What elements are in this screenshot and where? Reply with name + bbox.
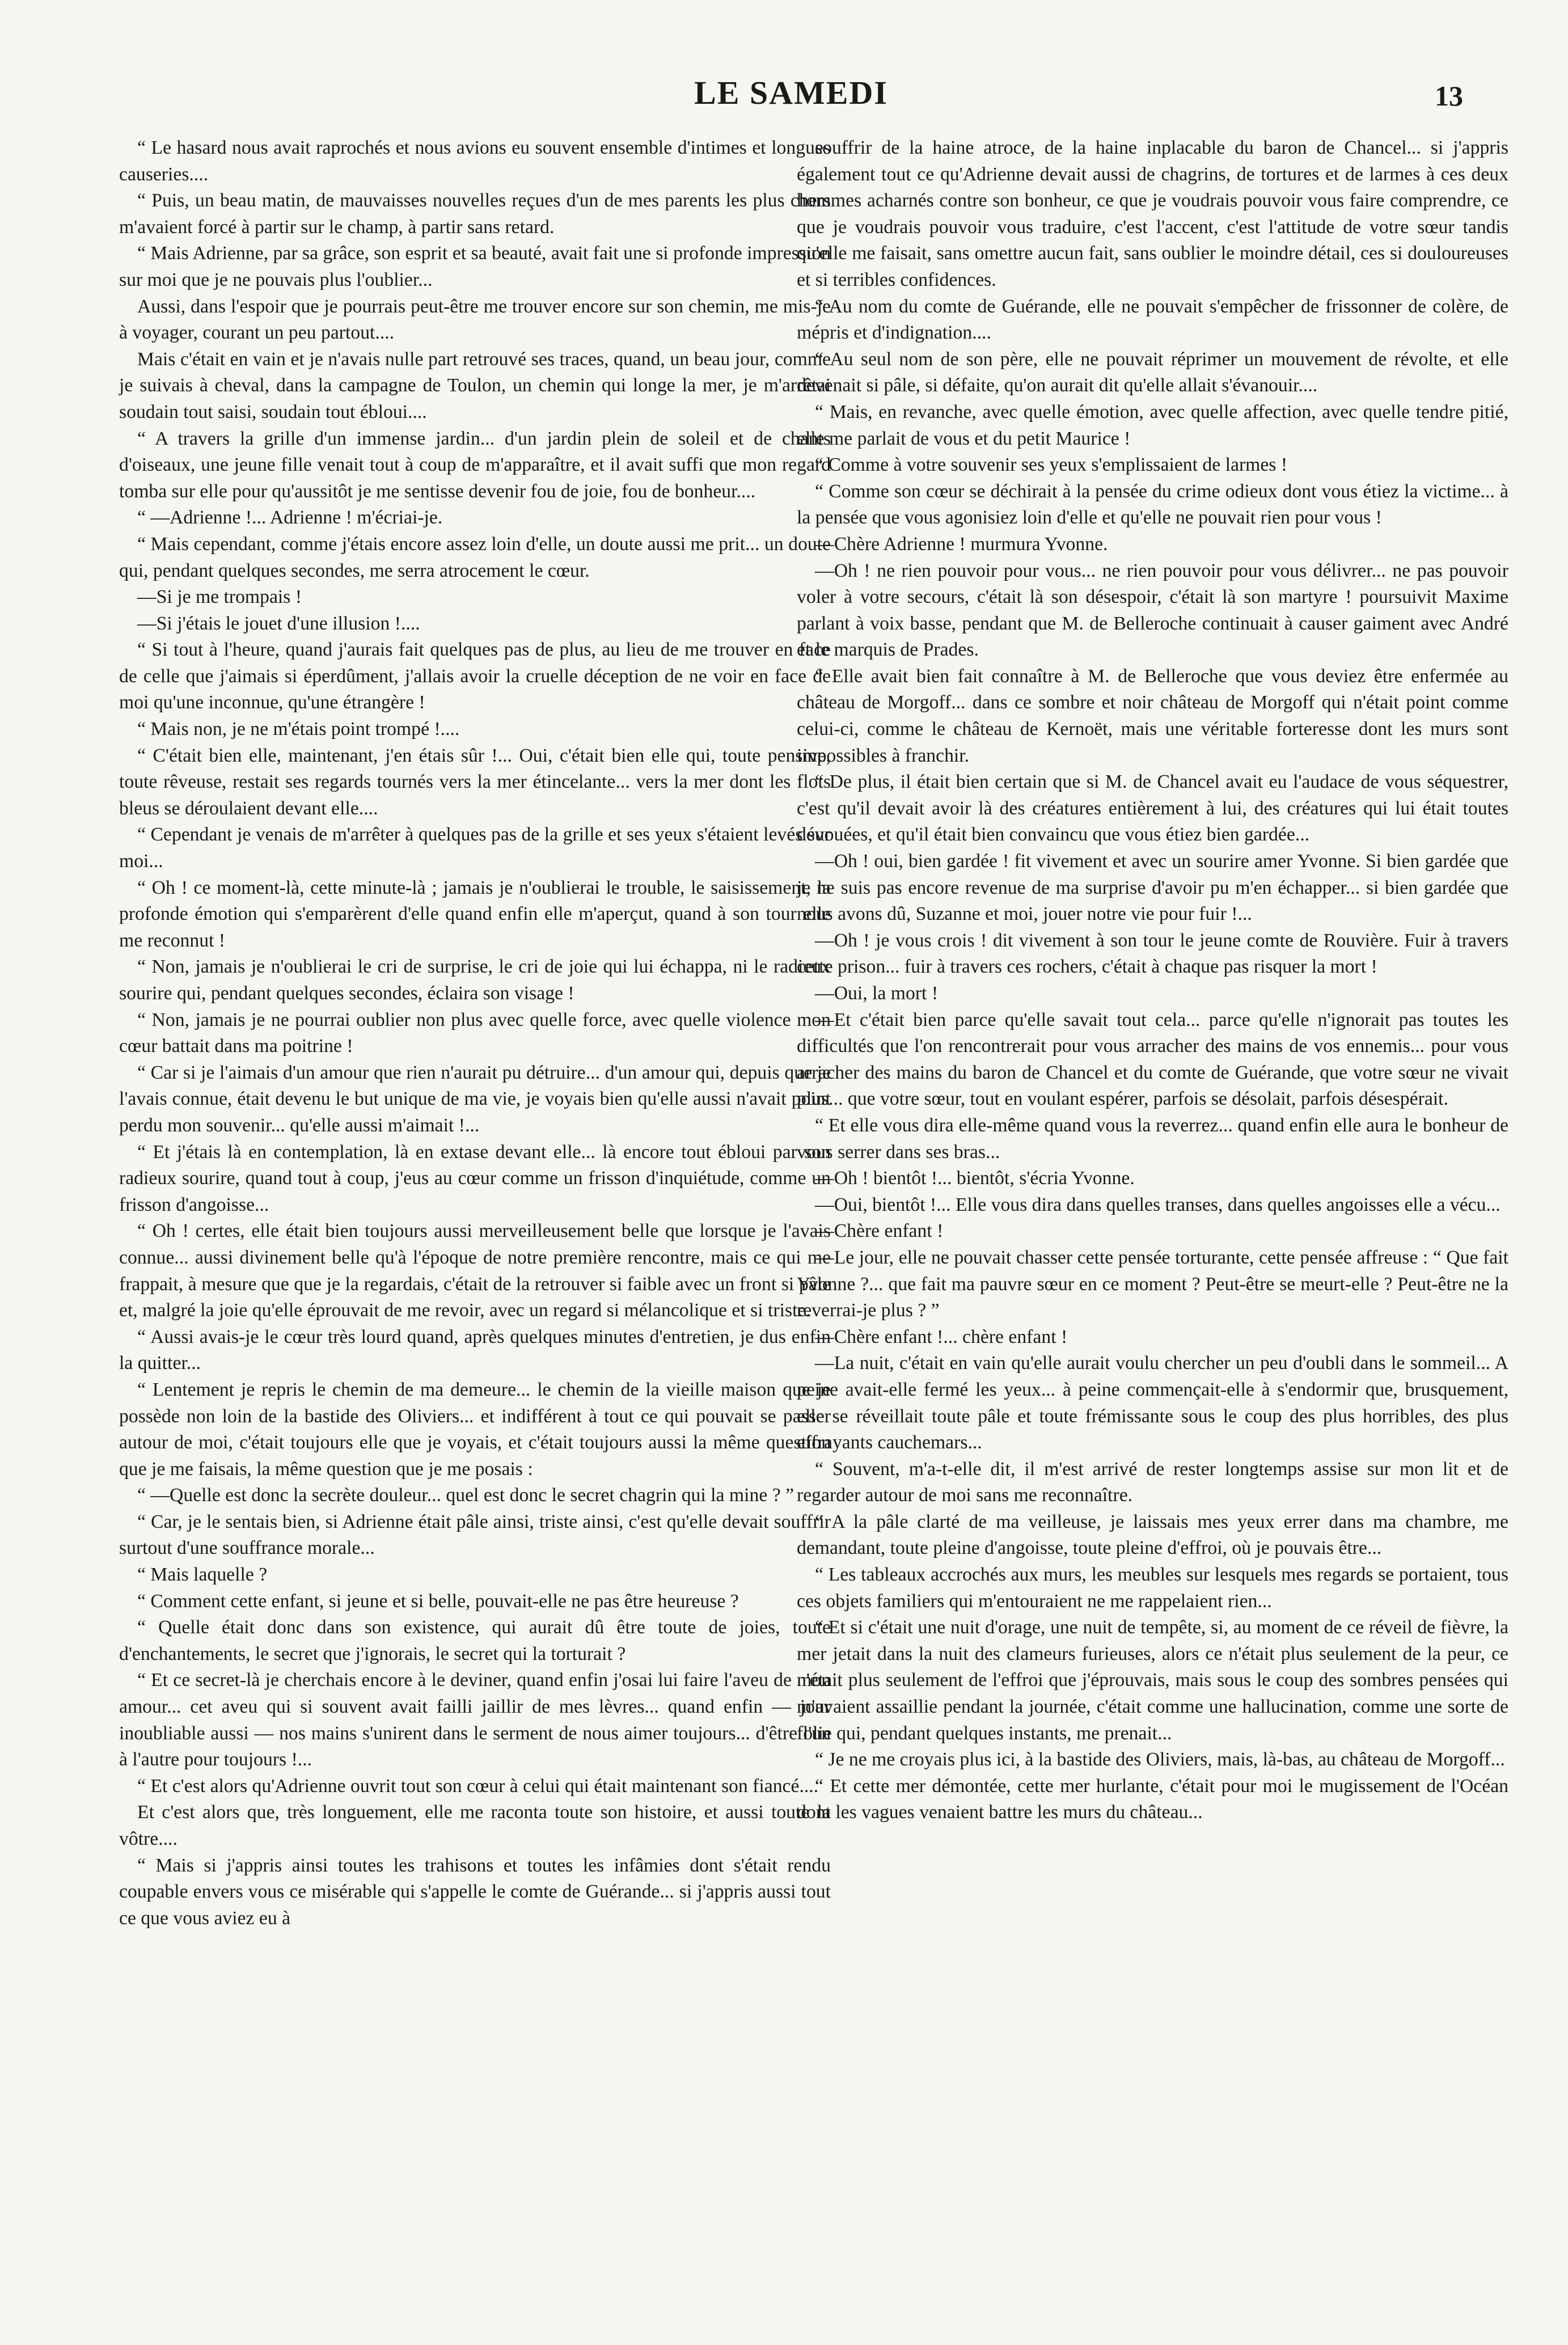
- paragraph: —Oh ! je vous crois ! dit vivement à son tour le jeune comte de Rouvière. Fuir à travers cette prison... fuir à travers ces rochers, c'était à chaque pas risquer la mort !: [797, 929, 1508, 978]
- paragraph: “ Au nom du comte de Guérande, elle ne pouvait s'empêcher de frissonner de colère, de mépris et d'indignation....: [797, 295, 1508, 344]
- paragraph: —Oui, bientôt !... Elle vous dira dans quelles transes, dans quelles angoisses elle a vécu...: [815, 1194, 1501, 1215]
- paragraph: “ De plus, il était bien certain que si M. de Chancel avait eu l'audace de vous séquestrer, c'est qu'il devait avoir là des créatures entièrement à lui, des créatures qui lui était toutes dévouées, et qu'il était bien convaincu que vous étiez bien gardée...: [797, 771, 1508, 846]
- paragraph: —Chère Adrienne ! murmura Yvonne.: [815, 533, 1108, 555]
- paragraph: “ Les tableaux accrochés aux murs, les meubles sur lesquels mes regards se portaient, tous ces objets familiers qui m'entouraient ne me rappelaient rien...: [797, 1564, 1508, 1612]
- paragraph: —Oui, la mort !: [815, 983, 939, 1004]
- paragraph: —Oh ! bientôt !... bientôt, s'écria Yvonne.: [815, 1168, 1135, 1189]
- paragraph: Aussi, dans l'espoir que je pourrais peut-être me trouver encore sur son chemin, me mis-je à voyager, courant un peu partout....: [119, 295, 831, 344]
- paragraph: “ Comme à votre souvenir ses yeux s'emplissaient de larmes !: [815, 454, 1288, 476]
- paragraph: “ Elle avait bien fait connaître à M. de Belleroche que vous deviez être enfermée au château de Morgoff... dans ce sombre et noir château de Morgoff qui n'était point comme celui-ci, comme le château de Kernoët, mais une véritable forteresse dont les murs sont impossibles à franchir.: [797, 665, 1508, 766]
- publication-title: LE SAMEDI: [694, 74, 888, 111]
- paragraph: “ Au seul nom de son père, elle ne pouvait réprimer un mouvement de révolte, et elle devenait si pâle, si défaite, qu'on aurait dit qu'elle allait s'évanouir....: [797, 348, 1508, 396]
- paragraph: —Oh ! oui, bien gardée ! fit vivement et avec un sourire amer Yvonne. Si bien gardée que je ne suis pas encore revenue de ma surprise d'avoir pu m'en échapper... si bien gardée que nous avons dû, Suzanne et moi, jouer notre vie pour fuir !...: [797, 851, 1508, 925]
- paragraph: —La nuit, c'était en vain qu'elle aurait voulu chercher un peu d'oubli dans le sommeil... A peine avait-elle fermé les yeux... à peine commençait-elle à s'endormir que, brusquement, elle se réveillait toute pâle et toute frémissante sous le coup des plus horribles, des plus effrayants cauchemars...: [797, 1353, 1508, 1454]
- paragraph: “ Oh ! ce moment-là, cette minute-là ; jamais je n'oublierai le trouble, le saisissement, la profonde émotion qui s'emparèrent d'elle quand enfin elle m'aperçut, quand à son tour elle me reconnut !: [119, 877, 831, 951]
- right-text-column: [797, 135, 1508, 1826]
- paragraph: “ Aussi avais-je le cœur très lourd quand, après quelques minutes d'entretien, je dus enfin la quitter...: [119, 1326, 831, 1374]
- paragraph: —Oh ! ne rien pouvoir pour vous... ne rien pouvoir pour vous délivrer... ne pas pouvoir voler à votre secours, c'était là son désespoir, c'était là son martyre ! poursuivit Maxime parlant à voix basse, pendant que M. de Belleroche continuait à causer gaiment avec André et le marquis de Prades.: [797, 560, 1508, 661]
- paragraph: Et c'est alors que, très longuement, elle me raconta toute son histoire, et aussi toute la vôtre....: [119, 1802, 831, 1849]
- paragraph: “ Comment cette enfant, si jeune et si belle, pouvait-elle ne pas être heureuse ?: [137, 1590, 739, 1612]
- paragraph: “ Mais laquelle ?: [137, 1564, 268, 1586]
- paragraph: “ —Quelle est donc la secrète douleur... quel est donc le secret chagrin qui la mine ? ”: [137, 1485, 794, 1506]
- paragraph: “ Mais, en revanche, avec quelle émotion, avec quelle affection, avec quelle tendre pitié, elle me parlait de vous et du petit Maurice !: [797, 401, 1508, 449]
- paragraph: “ A la pâle clarté de ma veilleuse, je laissais mes yeux errer dans ma chambre, me demandant, toute pleine d'angoisse, toute pleine d'effroi, où je pouvais être...: [797, 1511, 1508, 1559]
- paragraph: “ Et c'est alors qu'Adrienne ouvrit tout son cœur à celui qui était maintenant son fiancé....: [137, 1775, 819, 1797]
- paragraph: “ Et elle vous dira elle-même quand vous la reverrez... quand enfin elle aura le bonheur de vous serrer dans ses bras...: [797, 1114, 1508, 1163]
- paragraph: “ Comme son cœur se déchirait à la pensée du crime odieux dont vous étiez la victime... à la pensée que vous agonisiez loin d'elle et qu'elle ne pouvait rien pour vous !: [797, 480, 1508, 529]
- page-number: 13: [1435, 80, 1463, 112]
- paragraph: “ Cependant je venais de m'arrêter à quelques pas de la grille et ses yeux s'étaient levés sur moi...: [119, 824, 831, 872]
- paragraph: souffrir de la haine atroce, de la haine inplacable du baron de Chancel... si j'appris également tout ce qu'Adrienne devait aussi de chagrins, de tortures et de larmes à ces deux hommes acharnés contre son bonheur, ce que je voudrais pouvoir vous faire comprendre, ce que je voudrais pouvoir vous traduire, c'est l'accent, c'est l'attitude de votre sœur tandis qu'elle me faisait, sans omettre aucun fait, sans oublier le moindre détail, ces si douloureuses et si terribles confidences.: [797, 137, 1508, 290]
- paragraph: “ Le hasard nous avait raprochés et nous avions eu souvent ensemble d'intimes et longues causeries....: [119, 137, 831, 185]
- paragraph: “ Mais Adrienne, par sa grâce, son esprit et sa beauté, avait fait une si profonde impression sur moi que je ne pouvais plus l'oublier...: [119, 243, 831, 290]
- paragraph: “ Souvent, m'a-t-elle dit, il m'est arrivé de rester longtemps assise sur mon lit et de regarder autour de moi sans me reconnaître.: [797, 1458, 1508, 1506]
- paragraph: “ Non, jamais je n'oublierai le cri de surprise, le cri de joie qui lui échappa, ni le radieux sourire qui, pendant quelques secondes, éclaira son visage !: [119, 956, 831, 1004]
- page-header: [119, 74, 1463, 119]
- paragraph: Mais c'était en vain et je n'avais nulle part retrouvé ses traces, quand, un beau jour, comme je suivais à cheval, dans la campagne de Toulon, un chemin qui longe la mer, je m'arrêtai soudain tout saisi, soudain tout ébloui....: [119, 348, 831, 422]
- paragraph: “ Si tout à l'heure, quand j'aurais fait quelques pas de plus, au lieu de me trouver en face de celle que j'aimais si éperdûment, j'allais avoir la cruelle déception de ne voir en face de moi qu'une inconnue, qu'une étrangère !: [119, 639, 831, 713]
- paragraph: “ Mais si j'appris ainsi toutes les trahisons et toutes les infâmies dont s'était rendu coupable envers vous ce misérable qui s'appelle le comte de Guérande... si j'appris aussi tout ce que vous aviez eu à: [119, 1854, 831, 1929]
- paragraph: “ Et cette mer démontée, cette mer hurlante, c'était pour moi le mugissement de l'Océan dont les vagues venaient battre les murs du château...: [797, 1775, 1508, 1823]
- paragraph: “ Mais non, je ne m'étais point trompé !....: [137, 719, 460, 740]
- paragraph: “ Mais cependant, comme j'étais encore assez loin d'elle, un doute aussi me prit... un doute qui, pendant quelques secondes, me serra atrocement le cœur.: [119, 533, 831, 581]
- paragraph: “ —Adrienne !... Adrienne ! m'écriai-je.: [137, 507, 443, 529]
- paragraph: “ Non, jamais je ne pourrai oublier non plus avec quelle force, avec quelle violence mon cœur battait dans ma poitrine !: [119, 1009, 831, 1057]
- paragraph: “ Oh ! certes, elle était bien toujours aussi merveilleusement belle que lorsque je l'avais connue... aussi divinement belle qu'à l'époque de notre première rencontre, mais ce qui me frappait, à mesure que que je la regardais, c'était de la retrouver si faible avec un front si pâle et, malgré la joie qu'elle éprouvait de me revoir, avec un regard si mélancolique et si triste.: [119, 1220, 831, 1321]
- paragraph: “ Car si je l'aimais d'un amour que rien n'aurait pu détruire... d'un amour qui, depuis que je l'avais connue, était devenu le but unique de ma vie, je voyais bien qu'elle aussi n'avait point perdu mon souvenir... qu'elle aussi m'aimait !...: [119, 1062, 831, 1136]
- paragraph: “ Car, je le sentais bien, si Adrienne était pâle ainsi, triste ainsi, c'est qu'elle devait souffrir surtout d'une souffrance morale...: [119, 1511, 831, 1559]
- paragraph: “ C'était bien elle, maintenant, j'en étais sûr !... Oui, c'était bien elle qui, toute pensive, toute rêveuse, restait ses regards tournés vers la mer étincelante... vers la mer dont les flots bleus se déroulaient devant elle....: [119, 745, 831, 819]
- paragraph: “ Lentement je repris le chemin de ma demeure... le chemin de la vieille maison que je possède non loin de la bastide des Oliviers... et indifférent à tout ce qui pouvait se passer autour de moi, c'était toujours elle que je voyais, et c'était toujours aussi la même question que je me faisais, la même question que je me posais :: [119, 1379, 831, 1480]
- left-text-column: [119, 135, 831, 1932]
- paragraph: —Le jour, elle ne pouvait chasser cette pensée torturante, cette pensée affreuse : “ Que fait Yvonne ?... que fait ma pauvre sœur en ce moment ? Peut-être se meurt-elle ? Peut-être ne la reverrai-je plus ? ”: [797, 1247, 1508, 1321]
- paragraph: “ Quelle était donc dans son existence, qui aurait dû être toute de joies, toute d'enchantements, le secret que j'ignorais, le secret qui la torturait ?: [119, 1617, 831, 1664]
- paragraph: —Si j'étais le jouet d'une illusion !....: [137, 612, 420, 634]
- paragraph: “ Je ne me croyais plus ici, à la bastide des Oliviers, mais, là-bas, au château de Morgoff...: [815, 1749, 1505, 1771]
- paragraph: “ Et j'étais là en contemplation, là en extase devant elle... là encore tout ébloui par son radieux sourire, quand tout à coup, j'eus au cœur comme un frisson d'inquiétude, comme un frisson d'angoisse...: [119, 1141, 831, 1215]
- paragraph: “ Et ce secret-là je cherchais encore à le deviner, quand enfin j'osai lui faire l'aveu de mon amour... cet aveu qui si souvent avait failli jaillir de mes lèvres... quand enfin — jour inoubliable aussi — nos mains s'unirent dans le serment de nous aimer toujours... d'être l'un à l'autre pour toujours !...: [119, 1670, 831, 1771]
- paragraph: “ Et si c'était une nuit d'orage, une nuit de tempête, si, au moment de ce réveil de fièvre, la mer jetait dans la nuit des clameurs furieuses, alors ce n'était plus seulement de la peur, ce n'était plus seulement de l'effroi que j'éprouvais, mais sous le coup des sombres pensées qui m'avaient assaillie pendant la journée, c'était comme une hallucination, comme une sorte de folie qui, pendant quelques instants, me prenait...: [797, 1617, 1508, 1744]
- paragraph: —Chère enfant !... chère enfant !: [815, 1326, 1068, 1347]
- paragraph: “ A travers la grille d'un immense jardin... d'un jardin plein de soleil et de chants d'oiseaux, une jeune fille venait tout à coup de m'apparaître, et il avait suffi que mon regard tomba sur elle pour qu'aussitôt je me sentisse devenir fou de joie, fou de bonheur....: [119, 428, 831, 502]
- paragraph: —Chère enfant !: [815, 1220, 944, 1242]
- paragraph: —Si je me trompais !: [137, 586, 302, 608]
- paragraph: “ Puis, un beau matin, de mauvaisses nouvelles reçues d'un de mes parents les plus chers m'avaient forcé à partir sur le champ, à partir sans retard.: [119, 190, 831, 238]
- paragraph: —Et c'était bien parce qu'elle savait tout cela... parce qu'elle n'ignorait pas toutes les difficultés que l'on rencontrerait pour vous arracher des mains de vos ennemis... pour vous arracher des mains du baron de Chancel et du comte de Guérande, que votre sœur ne vivait plus... que votre sœur, tout en voulant espérer, parfois se désolait, parfois désespérait.: [797, 1009, 1508, 1110]
